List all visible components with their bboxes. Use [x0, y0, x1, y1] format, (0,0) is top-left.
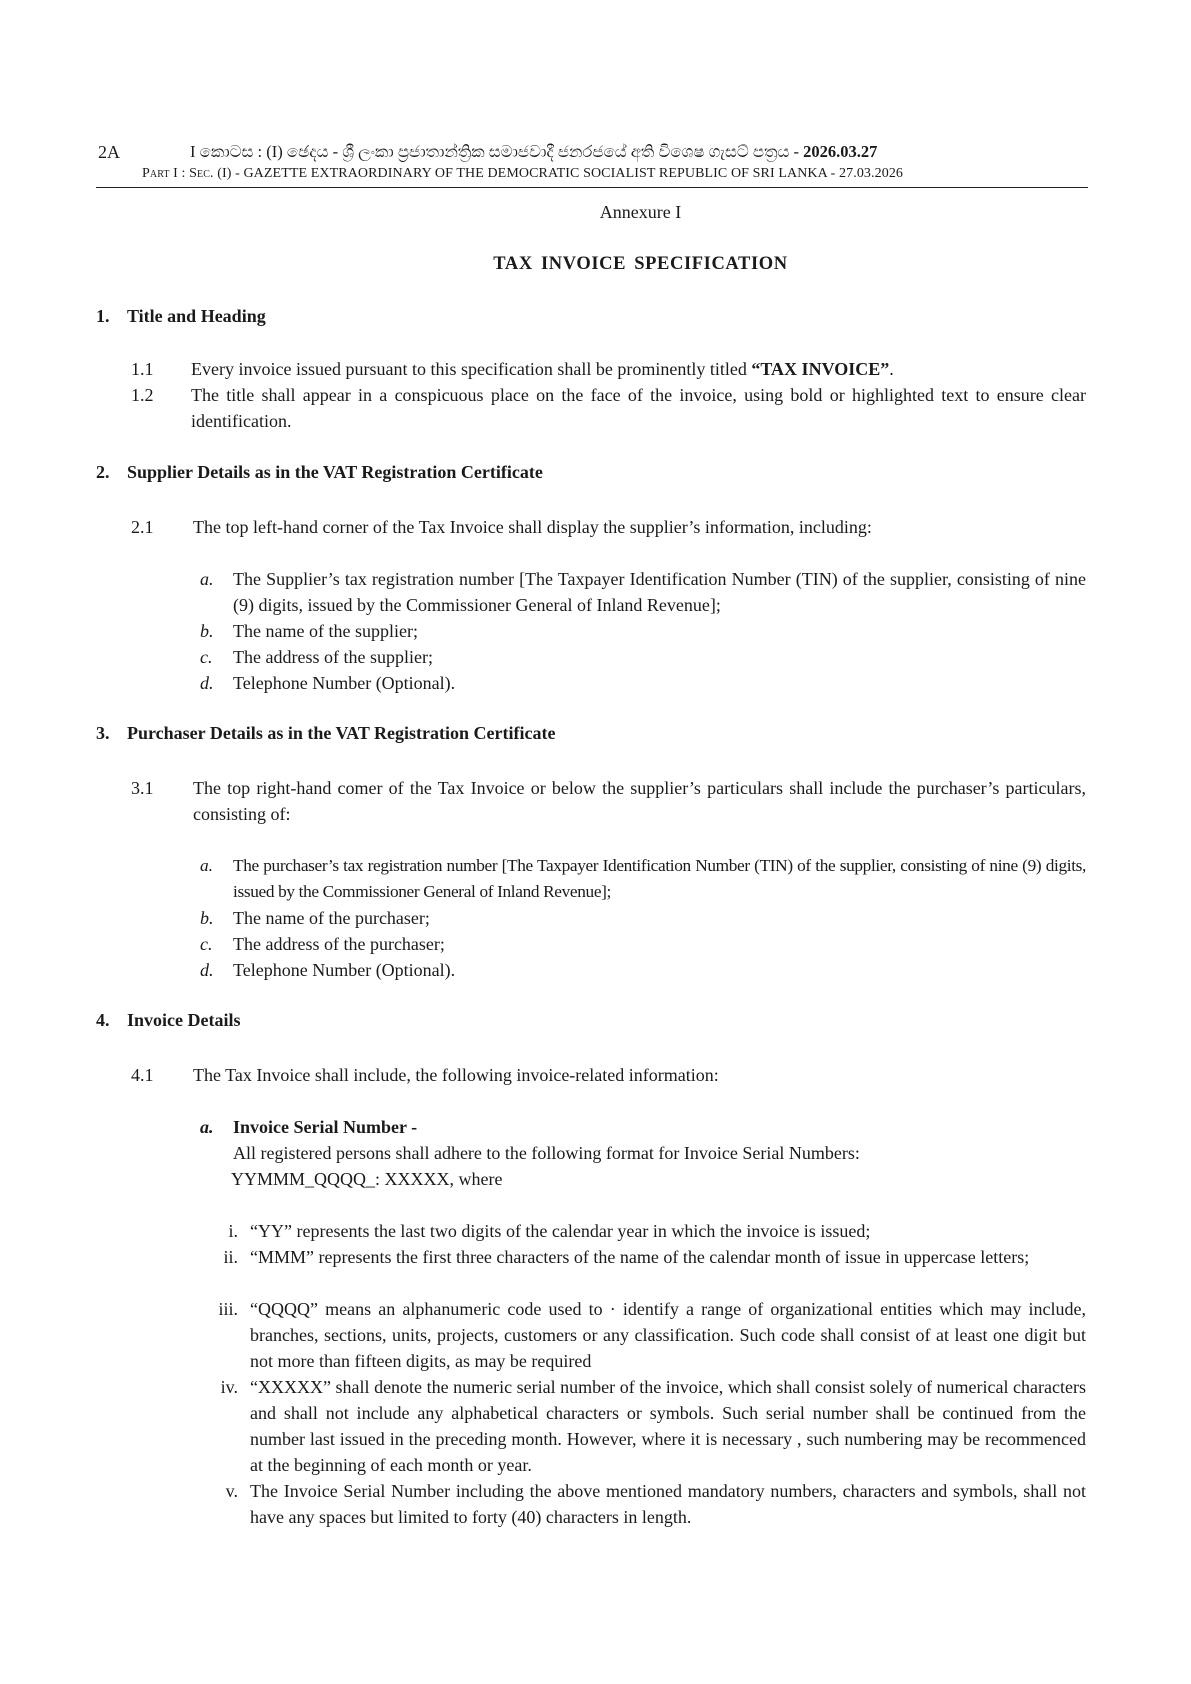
section-number: 4.	[96, 1010, 110, 1030]
item-text: All registered persons shall adhere to the following format for Invoice Serial Numbers:	[233, 1143, 860, 1163]
section-title: Purchaser Details as in the VAT Registration Certificate	[127, 723, 556, 743]
item-text: The address of the supplier;	[233, 647, 433, 667]
clause-text: The title shall appear in a conspicuous place on the face of the invoice, using bold or highlighted text to ensure clear identification.	[191, 385, 1086, 431]
clause-1-2	[131, 382, 1086, 434]
item-label: iv.	[220, 1377, 238, 1397]
item-text: The address of the purchaser;	[233, 934, 445, 954]
item-label: d.	[200, 960, 214, 980]
roman-item	[218, 1296, 1086, 1374]
clause-3-1	[131, 775, 1086, 827]
item-text: The Supplier’s tax registration number [The Taxpayer Identification Number (TIN) of the supplier, consisting of nine (9) digits, issued by the Commissioner General of Inland Revenue];	[233, 569, 1086, 615]
header-divider	[96, 187, 1088, 188]
section-2-heading	[96, 462, 543, 483]
invoice-serial-number-item	[200, 1114, 1086, 1192]
item-label: v.	[225, 1481, 238, 1501]
item-label: iii.	[218, 1299, 238, 1319]
list-item	[200, 670, 1086, 696]
item-label: c.	[200, 647, 213, 667]
roman-item	[228, 1218, 1086, 1244]
list-item	[200, 618, 1086, 644]
section-title: Title and Heading	[127, 306, 266, 326]
clause-number: 1.2	[131, 385, 154, 405]
header-sinhala-row	[96, 142, 1086, 164]
clause-text: The top right-hand comer of the Tax Invoice or below the supplier’s particulars shall include the purchaser’s particulars, consisting of:	[193, 778, 1086, 824]
section-4-heading	[96, 1010, 240, 1031]
item-label: i.	[228, 1221, 238, 1241]
item-text: The Invoice Serial Number including the above mentioned mandatory numbers, characters and symbols, shall not have any spaces but limited to forty (40) characters in length.	[250, 1481, 1086, 1527]
item-label: d.	[200, 673, 214, 693]
item-text: The name of the supplier;	[233, 621, 418, 641]
roman-item	[220, 1374, 1086, 1478]
clause-number: 2.1	[131, 517, 154, 537]
item-text: Telephone Number (Optional).	[233, 960, 456, 980]
item-text: “MMM” represents the first three characters of the name of the calendar month of issue in uppercase letters;	[250, 1247, 1030, 1267]
section-3-heading	[96, 723, 555, 744]
item-label: c.	[200, 934, 213, 954]
clause-text-end: .	[889, 359, 894, 379]
clause-number: 1.1	[131, 359, 154, 379]
clause-number: 4.1	[131, 1065, 154, 1085]
section-title: Supplier Details as in the VAT Registration Certificate	[127, 462, 543, 482]
item-label: b.	[200, 908, 214, 928]
section-1-heading	[96, 306, 266, 327]
section-number: 3.	[96, 723, 110, 743]
item-text: The purchaser’s tax registration number [The Taxpayer Identification Number (TIN) of the supplier, consisting of nine (9) digits, issued by the Commissioner General of Inland Revenue];	[233, 856, 1086, 901]
section-number: 2.	[96, 462, 110, 482]
clause-4-1	[131, 1062, 1086, 1088]
item-label: b.	[200, 621, 214, 641]
clause-text: Every invoice issued pursuant to this specification shall be prominently titled	[191, 359, 752, 379]
clause-2-1	[131, 514, 1086, 540]
item-label: a.	[200, 1117, 214, 1137]
serial-format: YYMMM_QQQQ_: XXXXX, where	[231, 1169, 503, 1189]
list-item	[200, 566, 1086, 618]
page-header	[96, 142, 1086, 181]
clause-text: The top left-hand corner of the Tax Invoice shall display the supplier’s information, including:	[193, 517, 872, 537]
list-item	[200, 853, 1086, 905]
section-number: 1.	[96, 306, 110, 326]
part-prefix: Part I : Sec. (I)	[142, 166, 232, 181]
item-label: a.	[200, 569, 214, 589]
list-item	[200, 957, 1086, 983]
item-text: “XXXXX” shall denote the numeric serial number of the invoice, which shall consist solely of numerical characters and shall not include any alphabetical characters or symbols. Such serial number shall be continued from the number last issued in the preceding month. However, where it is necessary , such numbering may be recommenced at the beginning of each month or year.	[250, 1377, 1086, 1475]
section-title: Invoice Details	[127, 1010, 241, 1030]
page-title: TAX INVOICE SPECIFICATION	[493, 254, 788, 274]
page-number: 2A	[98, 142, 120, 162]
clause-1-1	[131, 356, 1086, 382]
sinhala-header-text: I කොටස : (I) ඡෙදය - ශ්‍රී ලංකා ප්‍රජාතාන්ත්‍රික සමාජවාදී ජනරජයේ අති විශෙෂ ගැසට් පත්‍රය	[190, 142, 790, 161]
item-text: Telephone Number (Optional).	[233, 673, 456, 693]
item-text: “QQQQ” means an alphanumeric code used to · identify a range of organizational entities which may include, branches, sections, units, projects, customers or any classification. Such code shall consist of at least one digit but not more than fifteen digits, as may be required	[250, 1299, 1086, 1371]
item-text: The name of the purchaser;	[233, 908, 430, 928]
tax-invoice-title-text: “TAX INVOICE”	[751, 359, 890, 379]
roman-item	[225, 1478, 1086, 1530]
clause-text: The Tax Invoice shall include, the following invoice-related information:	[193, 1065, 719, 1085]
item-label: a.	[200, 856, 213, 875]
item-text: “YY” represents the last two digits of the calendar year in which the invoice is issued;	[250, 1221, 871, 1241]
annexure-label: Annexure I	[599, 202, 682, 222]
item-heading: Invoice Serial Number -	[233, 1117, 418, 1137]
english-header	[142, 166, 903, 182]
english-header-text: - GAZETTE EXTRAORDINARY OF THE DEMOCRATIC SOCIALIST REPUBLIC OF SRI LANKA - 27.03.2026	[235, 166, 904, 181]
clause-number: 3.1	[131, 778, 154, 798]
list-item	[200, 644, 1086, 670]
sinhala-header-date: 2026.03.27	[803, 142, 878, 161]
list-item	[200, 905, 1086, 931]
sinhala-header: I කොටස : (I) ඡෙදය - ශ්‍රී ලංකා ප්‍රජාතාන්ත්‍රික සමාජවාදී ජනරජයේ අති විශෙෂ ගැසට් පත්‍රය - 2026.03.27	[190, 142, 878, 161]
list-item	[200, 931, 1086, 957]
item-label: ii.	[223, 1247, 238, 1267]
roman-item	[223, 1244, 1086, 1270]
